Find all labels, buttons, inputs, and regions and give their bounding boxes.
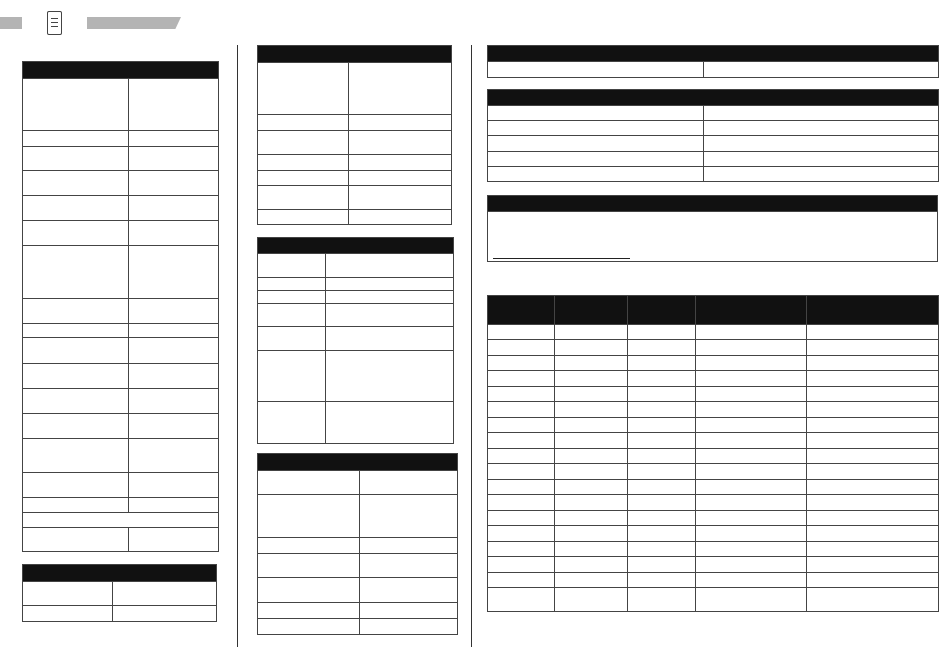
table-cell [555, 573, 628, 588]
table-cell [704, 152, 939, 167]
table-header [488, 196, 938, 212]
table-cell [807, 402, 939, 418]
table-cell [129, 196, 219, 221]
table-cell [360, 554, 458, 578]
table-cell [696, 573, 807, 588]
table-cell [807, 557, 939, 573]
spec-table-1 [22, 61, 219, 552]
table-cell [129, 473, 219, 498]
table-cell [326, 291, 454, 304]
table-cell [704, 121, 939, 136]
table-cell [129, 79, 219, 131]
column-divider-2 [471, 45, 472, 647]
table-cell [488, 167, 704, 182]
table-cell [807, 449, 939, 464]
table-cell [555, 387, 628, 402]
table-cell [23, 389, 129, 414]
table-cell [129, 364, 219, 389]
table-cell [23, 338, 129, 364]
table-cell [23, 171, 129, 196]
table-cell [628, 325, 696, 340]
table-cell [807, 464, 939, 480]
table-cell [555, 464, 628, 480]
spec-table-7 [487, 89, 939, 182]
table-cell [696, 449, 807, 464]
table-cell [129, 131, 219, 147]
table-cell [696, 542, 807, 557]
table-cell [696, 402, 807, 418]
table-cell [488, 433, 555, 449]
table-cell [696, 371, 807, 387]
table-cell [807, 588, 939, 612]
table-cell [129, 439, 219, 473]
table-cell [696, 387, 807, 402]
table-cell [23, 196, 129, 221]
table-cell [258, 619, 360, 635]
table-cell [555, 418, 628, 433]
table-cell [696, 526, 807, 542]
table-cell [129, 171, 219, 196]
table-cell [129, 498, 219, 513]
table-cell [628, 387, 696, 402]
table-cell [258, 603, 360, 619]
table-cell [113, 606, 217, 622]
table-cell [704, 62, 939, 78]
table-cell [488, 325, 555, 340]
table-cell [807, 542, 939, 557]
table-cell [360, 538, 458, 554]
table-cell [704, 167, 939, 182]
table-cell [555, 542, 628, 557]
table-cell [258, 210, 349, 225]
table-cell [555, 526, 628, 542]
table-cell [488, 106, 704, 121]
table-cell [360, 578, 458, 603]
table-cell [23, 299, 129, 324]
table-cell [258, 402, 326, 444]
table-cell [488, 495, 555, 511]
note-body [488, 212, 938, 262]
table-cell [555, 433, 628, 449]
table-cell [129, 389, 219, 414]
table-cell [628, 542, 696, 557]
table-cell [628, 356, 696, 371]
spec-table-3 [257, 45, 452, 225]
data-grid-table [487, 295, 939, 612]
table-cell [129, 246, 219, 299]
table-cell [696, 480, 807, 495]
table-cell [807, 511, 939, 526]
table-cell [488, 121, 704, 136]
table-cell [23, 147, 129, 171]
table-cell [696, 325, 807, 340]
table-cell [258, 186, 349, 210]
table-cell [360, 619, 458, 635]
spec-table-5 [257, 453, 458, 635]
table-cell [696, 356, 807, 371]
table-cell [349, 131, 452, 155]
table-cell [23, 439, 129, 473]
note-box [487, 195, 938, 262]
table-cell [488, 588, 555, 612]
table-cell [488, 511, 555, 526]
table-cell [326, 402, 454, 444]
table-cell [628, 418, 696, 433]
table-cell [23, 246, 129, 299]
table-cell [555, 588, 628, 612]
table-cell [258, 554, 360, 578]
table-cell [704, 136, 939, 152]
table-cell [258, 171, 349, 186]
table-header [488, 90, 939, 106]
table-cell [488, 464, 555, 480]
table-cell [326, 327, 454, 351]
table-cell [628, 340, 696, 356]
table-cell [696, 464, 807, 480]
table-cell [23, 528, 129, 552]
column-header [696, 296, 807, 325]
table-cell [696, 511, 807, 526]
table-cell [326, 351, 454, 402]
table-header [258, 238, 454, 254]
table-cell [349, 171, 452, 186]
table-cell [696, 495, 807, 511]
table-cell [696, 340, 807, 356]
table-cell [488, 573, 555, 588]
table-cell [488, 387, 555, 402]
table-cell [23, 473, 129, 498]
table-header [258, 46, 452, 63]
table-cell [23, 414, 129, 439]
table-cell [807, 573, 939, 588]
note-link[interactable] [493, 258, 630, 259]
table-cell [326, 254, 454, 278]
column-header [488, 296, 555, 325]
table-header [488, 46, 939, 62]
table-cell [628, 573, 696, 588]
table-cell [488, 480, 555, 495]
column-header [628, 296, 696, 325]
table-cell [23, 498, 129, 513]
table-cell [488, 152, 704, 167]
table-cell [555, 371, 628, 387]
table-cell [555, 557, 628, 573]
table-cell [488, 371, 555, 387]
table-cell [628, 588, 696, 612]
spec-table-4 [257, 237, 454, 444]
table-cell [360, 471, 458, 495]
table-cell [488, 356, 555, 371]
table-header [23, 62, 219, 79]
table-cell [488, 136, 704, 152]
table-cell [807, 418, 939, 433]
table-cell [258, 578, 360, 603]
table-cell [628, 464, 696, 480]
table-cell [488, 557, 555, 573]
table-cell [555, 325, 628, 340]
table-cell [488, 526, 555, 542]
table-cell [628, 495, 696, 511]
table-cell [258, 538, 360, 554]
table-cell [258, 115, 349, 131]
table-cell [555, 480, 628, 495]
table-cell [807, 387, 939, 402]
table-cell [807, 480, 939, 495]
table-cell [696, 557, 807, 573]
table-cell [696, 433, 807, 449]
table-cell [349, 115, 452, 131]
table-cell [807, 356, 939, 371]
table-cell [129, 414, 219, 439]
table-cell [349, 155, 452, 171]
table-cell [23, 131, 129, 147]
table-cell [349, 186, 452, 210]
table-cell [555, 495, 628, 511]
table-cell [23, 79, 129, 131]
table-cell [349, 210, 452, 225]
table-cell [807, 526, 939, 542]
table-cell [258, 495, 360, 538]
spec-table-6 [487, 45, 939, 78]
table-cell [129, 221, 219, 246]
table-cell [628, 371, 696, 387]
table-cell [129, 338, 219, 364]
table-cell [129, 147, 219, 171]
table-cell [628, 511, 696, 526]
table-cell [258, 471, 360, 495]
column-header [807, 296, 939, 325]
column-divider-1 [237, 45, 238, 647]
table-cell [488, 542, 555, 557]
table-cell [129, 299, 219, 324]
header-title-bar [87, 17, 181, 29]
table-cell [23, 513, 219, 528]
table-cell [628, 557, 696, 573]
table-cell [258, 351, 326, 402]
table-cell [258, 291, 326, 304]
table-cell [258, 304, 326, 327]
table-cell [23, 364, 129, 389]
table-cell [807, 495, 939, 511]
table-header [23, 565, 217, 582]
table-cell [704, 106, 939, 121]
table-cell [696, 418, 807, 433]
table-cell [555, 402, 628, 418]
table-cell [555, 511, 628, 526]
table-cell [23, 221, 129, 246]
table-cell [807, 340, 939, 356]
table-cell [349, 63, 452, 115]
spec-table-2 [22, 564, 217, 622]
column-header [555, 296, 628, 325]
table-cell [326, 304, 454, 327]
table-cell [23, 582, 113, 606]
table-cell [555, 356, 628, 371]
table-cell [807, 433, 939, 449]
table-cell [258, 278, 326, 291]
table-cell [129, 324, 219, 338]
table-cell [326, 278, 454, 291]
header-tab-left [0, 17, 22, 29]
table-cell [258, 131, 349, 155]
table-cell [696, 588, 807, 612]
table-cell [360, 495, 458, 538]
table-cell [488, 340, 555, 356]
table-cell [555, 340, 628, 356]
table-cell [113, 582, 217, 606]
table-cell [258, 254, 326, 278]
table-cell [258, 155, 349, 171]
table-cell [628, 449, 696, 464]
table-cell [23, 324, 129, 338]
table-cell [488, 418, 555, 433]
table-cell [807, 371, 939, 387]
table-cell [23, 606, 113, 622]
table-cell [628, 402, 696, 418]
table-cell [488, 402, 555, 418]
table-cell [628, 526, 696, 542]
table-cell [628, 480, 696, 495]
table-cell [555, 449, 628, 464]
table-cell [360, 603, 458, 619]
table-cell [488, 62, 704, 78]
table-cell [129, 528, 219, 552]
table-cell [807, 325, 939, 340]
table-cell [258, 327, 326, 351]
document-icon [47, 11, 62, 35]
table-cell [258, 63, 349, 115]
table-cell [628, 433, 696, 449]
table-header [258, 454, 458, 471]
table-cell [488, 449, 555, 464]
